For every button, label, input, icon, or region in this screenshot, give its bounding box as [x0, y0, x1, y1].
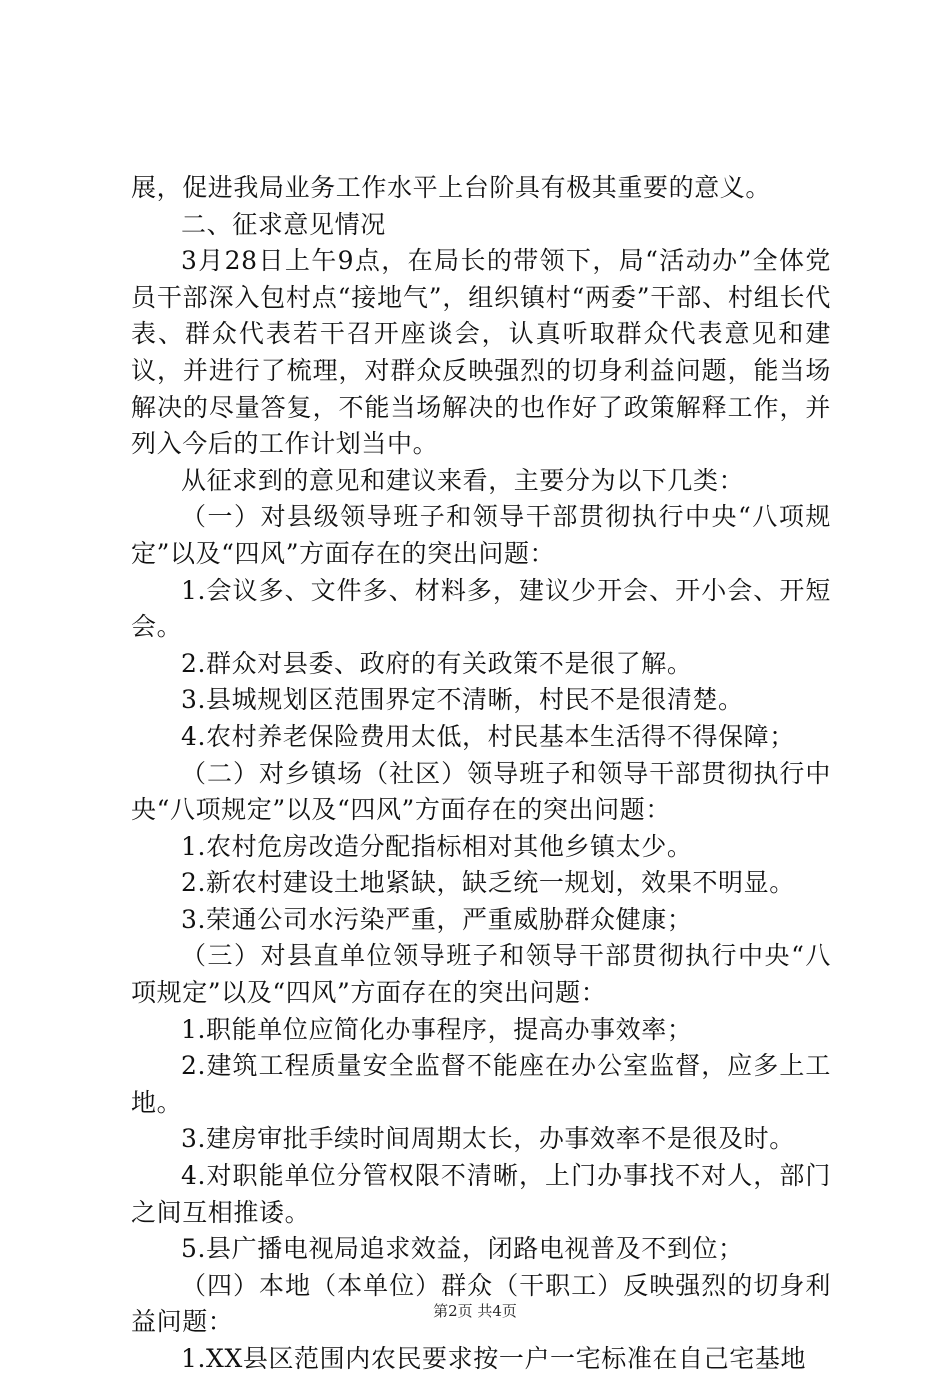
list-item: 1.XX县区范围内农民要求按一户一宅标准在自己宅基地 — [181, 1344, 807, 1373]
section-heading-2: 二、征求意见情况 — [181, 209, 386, 239]
paragraph-continuation: 展，促进我局业务工作水平上台阶具有极其重要的意义。 — [131, 173, 772, 202]
list-item: 1.会议多、文件多、材料多，建议少开会、开小会、开短会。 — [131, 575, 831, 642]
list-item: 2.建筑工程质量安全监督不能座在办公室监督，应多上工地。 — [131, 1051, 831, 1117]
list-item: 2.群众对县委、政府的有关政策不是很了解。 — [181, 648, 693, 678]
list-item: 5.县广播电视局追求效益，闭路电视普及不到位； — [181, 1234, 744, 1264]
list-item: 1.农村危房改造分配指标相对其他乡镇太少。 — [181, 831, 693, 861]
list-item: 2.新农村建设土地紧缺，缺乏统一规划，效果不明显。 — [181, 868, 795, 898]
list-item: 3.县城规划区范围界定不清晰，村民不是很清楚。 — [181, 685, 744, 715]
paragraph: 3月28日上午9点，在局长的带领下，局“活动办”全体党员干部深入包村点“接地气”，组织镇村“两委”干部、村组长代表、群众代表若干召开座谈会，认真听取群众代表意见和建议，并进行了梳理，对群众反映强烈的切身利益问题，能当场解决的尽量答复，不能当场解决的也作好了政策解释工作，并列入今后的工作计划当中。 — [131, 246, 831, 459]
category-heading-1: （一）对县级领导班子和领导干部贯彻执行中央“八项规定”以及“四风”方面存在的突出问题： — [131, 502, 831, 568]
list-item: 3.荣通公司水污染严重，严重威胁群众健康； — [181, 904, 693, 934]
category-heading-2: （二）对乡镇场（社区）领导班子和领导干部贯彻执行中央“八项规定”以及“四风”方面存在的突出问题： — [131, 758, 831, 825]
list-item: 4.对职能单位分管权限不清晰，上门办事找不对人，部门之间互相推诿。 — [131, 1161, 831, 1227]
document-body — [131, 170, 831, 1378]
list-item: 4.农村养老保险费用太低，村民基本生活得不得保障； — [181, 721, 795, 751]
paragraph: 从征求到的意见和建议来看，主要分为以下几类： — [181, 465, 745, 495]
page-footer: 第2页 共4页 — [433, 1302, 517, 1320]
list-item: 1.职能单位应简化办事程序，提高办事效率； — [181, 1014, 693, 1044]
category-heading-3: （三）对县直单位领导班子和领导干部贯彻执行中央“八项规定”以及“四风”方面存在的突出问题： — [131, 941, 831, 1008]
category-heading-4: （四）本地（本单位）群众（干职工）反映强烈的切身利益问题： — [131, 1270, 831, 1337]
list-item: 3.建房审批手续时间周期太长，办事效率不是很及时。 — [181, 1124, 795, 1154]
